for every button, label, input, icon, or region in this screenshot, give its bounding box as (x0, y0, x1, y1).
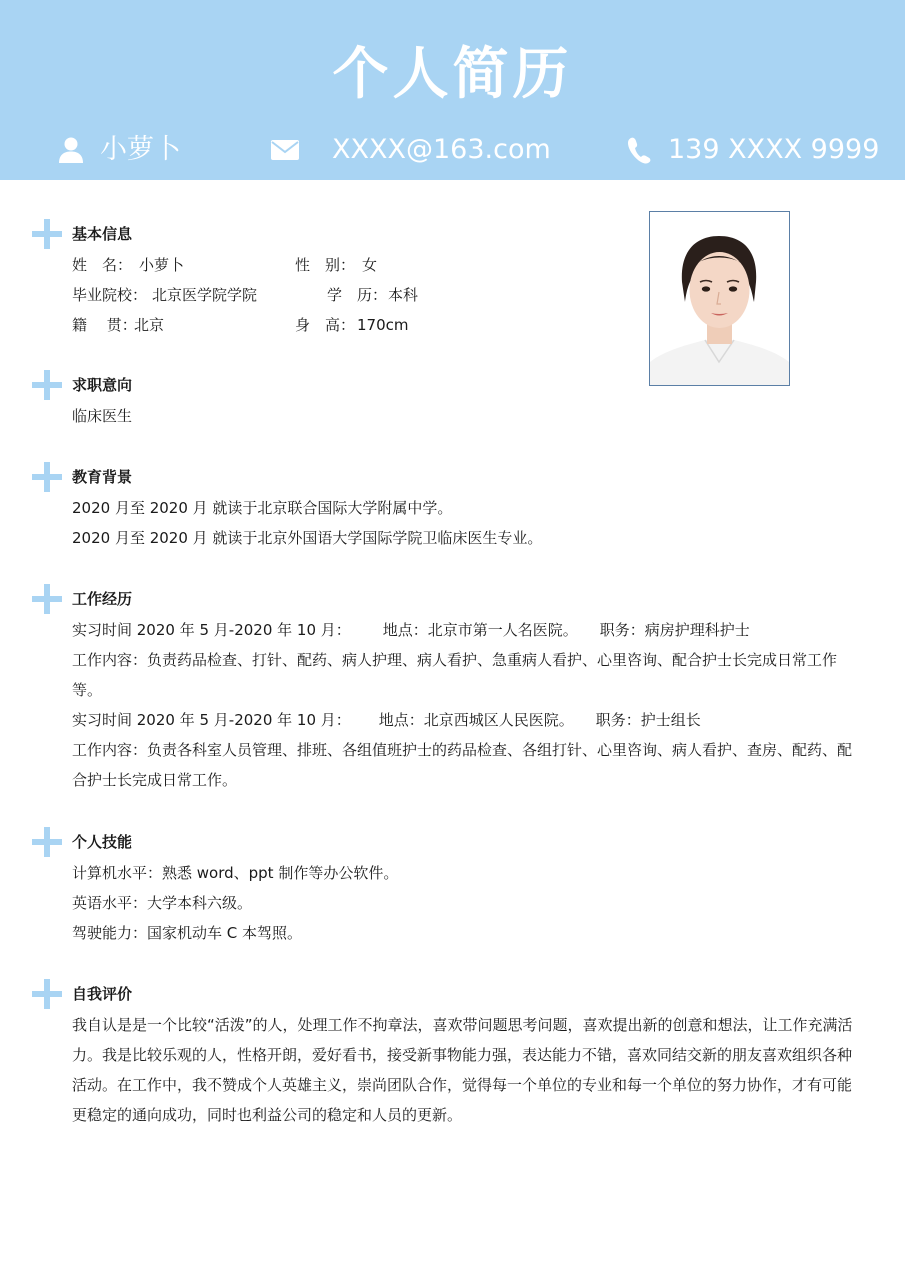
contact-phone-text: 139 XXXX 9999 (668, 134, 880, 165)
plus-icon (32, 219, 62, 249)
person-icon (56, 135, 86, 165)
resume-title: 个人简历 (332, 41, 573, 107)
education-item: 2020 月至 2020 月 就读于北京外国语大学国际学院卫临床医生专业。 (72, 529, 543, 547)
job-content: 工作内容：负责药品检查、打针、配药、病人护理、病人看护、急重病人看护、心里咨询、配合护士长完成日常工作等。 (72, 651, 838, 699)
objective-text: 临床医生 (72, 407, 133, 425)
plus-icon (32, 979, 62, 1009)
height-value: 170cm (357, 316, 409, 334)
plus-icon (32, 370, 62, 400)
gender-label: 性 别： (295, 256, 356, 274)
contact-name (56, 128, 181, 172)
school-value: 北京医学院学院 (152, 286, 258, 304)
section-title: 求职意向 (72, 376, 133, 394)
skill-item: 英语水平：大学本科六级。 (72, 894, 253, 912)
job-location: 地点：北京西城区人民医院。 (378, 711, 574, 729)
section-title: 基本信息 (72, 225, 133, 243)
section-basic-info (32, 219, 862, 340)
section-title: 教育背景 (72, 468, 133, 486)
skill-item: 计算机水平：熟悉 word、ppt 制作等办公软件。 (72, 864, 399, 882)
mail-icon (270, 138, 300, 162)
basic-row-1 (72, 250, 862, 280)
self-evaluation-text: 我自认是是一个比较“活泼”的人，处理工作不拘章法，喜欢带问题思考问题，喜欢提出新的创意和想法，让工作充满活力。我是比较乐观的人，性格开朗，爱好看书，接受新事物能力强，表达能力不错，喜欢同结交新的朋友喜欢组织各种活动。在工作中，我不赞成个人英雄主义，崇尚团队合作，觉得每一个单位的专业和每一个单位的努力协作，才有可能更稳定的通向成功，同时也利益公司的稳定和人员的更新。 (72, 1016, 853, 1124)
gender-value: 女 (362, 256, 378, 274)
contact-email-text: XXXX@163.com (332, 134, 551, 165)
origin-label: 籍 贯： (72, 316, 137, 334)
job-position: 职务：病房护理科护士 (599, 621, 750, 639)
name-label: 姓 名： (72, 256, 133, 274)
contact-phone (626, 128, 879, 172)
origin-value: 北京 (134, 316, 165, 334)
education-item: 2020 月至 2020 月 就读于北京联合国际大学附属中学。 (72, 499, 453, 517)
section-self-evaluation (32, 979, 862, 1130)
job-period: 实习时间 2020 年 5 月-2020 年 10 月： (72, 621, 351, 639)
school-label: 毕业院校： (72, 286, 148, 304)
degree-label: 学 历： (327, 286, 388, 304)
contact-email (270, 128, 551, 172)
job-content: 工作内容：负责各科室人员管理、排班、各组值班护士的药品检查、各组打针、心里咨询、病人看护、查房、配药、配合护士长完成日常工作。 (72, 741, 853, 789)
plus-icon (32, 462, 62, 492)
job-position: 职务：护士组长 (595, 711, 701, 729)
section-skills (32, 827, 862, 948)
degree-value: 本科 (388, 286, 419, 304)
skill-item: 驾驶能力：国家机动车 C 本驾照。 (72, 924, 303, 942)
section-title: 工作经历 (72, 590, 133, 608)
job-period: 实习时间 2020 年 5 月-2020 年 10 月： (72, 711, 351, 729)
height-label: 身 高： (295, 316, 356, 334)
header-banner (0, 0, 905, 180)
job-header (72, 615, 862, 645)
basic-row-3 (72, 310, 862, 340)
section-objective (32, 370, 862, 431)
name-value: 小萝卜 (139, 256, 185, 274)
plus-icon (32, 827, 62, 857)
job-location: 地点：北京市第一人名医院。 (382, 621, 578, 639)
contact-name-text: 小萝卜 (100, 134, 181, 165)
job-header (72, 705, 862, 735)
phone-icon (626, 136, 652, 164)
basic-row-2 (72, 280, 862, 310)
section-title: 个人技能 (72, 833, 133, 851)
section-education (32, 462, 862, 553)
section-title: 自我评价 (72, 985, 133, 1003)
section-work (32, 584, 862, 795)
plus-icon (32, 584, 62, 614)
